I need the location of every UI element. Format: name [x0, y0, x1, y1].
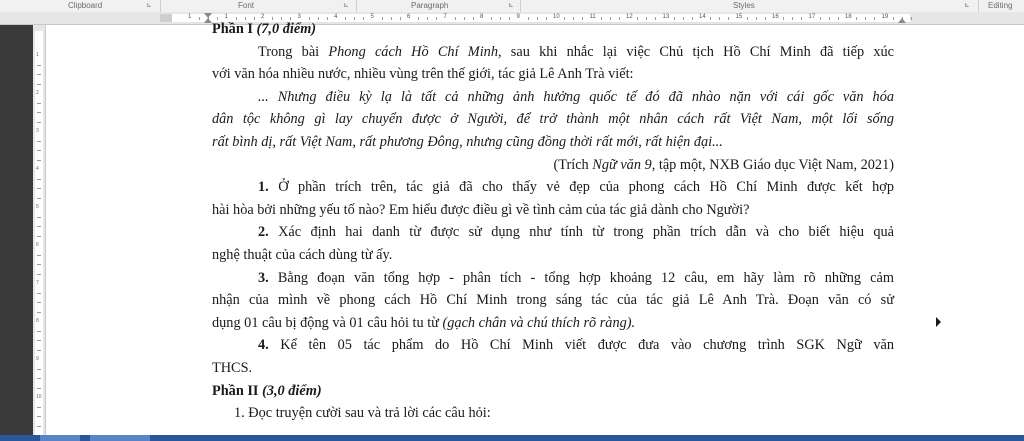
- ruler-left-margin: [160, 14, 172, 22]
- ruler-tick: [199, 17, 200, 20]
- ruler-number: 13: [662, 14, 670, 20]
- ribbon-group-font: Font: [238, 1, 255, 10]
- quote-line-3: rất bình dị, rất Việt Nam, rất phương Đông, nhưng cũng đồng thời rất mới, rất hiện đại...: [212, 133, 723, 150]
- ribbon-group-styles: Styles: [733, 1, 755, 10]
- question-1-number: 1.: [258, 179, 269, 196]
- ruler-number: 5: [370, 14, 374, 20]
- part2-heading-label: Phần II: [212, 382, 259, 399]
- ruler-number: 15: [735, 14, 743, 20]
- vertical-ruler-tick: [37, 188, 41, 189]
- vertical-ruler-number: 2: [36, 90, 39, 96]
- question-1-text: Ở phần trích trên, tác giả đã cho thấy vẻ đẹp của phong cách Hồ Chí Minh được kết hợp: [268, 179, 894, 196]
- vertical-ruler-tick: [37, 65, 41, 66]
- ruler-number: 1: [188, 14, 192, 20]
- intro-text-continued: , sau khi nhắc lại việc Chủ tịch Hồ Chí Minh đã tiếp xúc: [497, 43, 894, 60]
- question-3-number: 3.: [258, 269, 269, 286]
- ruler-number: 12: [626, 14, 633, 20]
- question-1-line-1: [212, 176, 894, 199]
- intro-work-title: Phong cách Hồ Chí Minh: [328, 43, 498, 60]
- question-2-line-2: nghệ thuật của cách dùng từ ấy.: [212, 246, 393, 263]
- ribbon-group-clipboard: Clipboard: [68, 1, 103, 10]
- question-1-line-2: hài hòa bởi những yếu tố nào? Em hiểu được điều gì về tình cảm của tác giả dành cho Người?: [212, 201, 750, 218]
- ruler-number: 4: [334, 14, 338, 20]
- vertical-ruler-tick: [37, 179, 41, 180]
- part2-heading-score: (3,0 điểm): [262, 382, 322, 399]
- vertical-ruler-tick: [37, 198, 41, 199]
- vertical-ruler-tick: [37, 103, 41, 104]
- status-bar: [0, 435, 1024, 441]
- vertical-ruler-tick: [37, 302, 41, 303]
- question-3-text-end: dụng 01 câu bị động và 01 câu hỏi tu từ: [212, 314, 443, 331]
- ruler-number: 11: [589, 14, 596, 20]
- right-indent-marker[interactable]: [898, 18, 906, 23]
- vertical-ruler-tick: [37, 331, 41, 332]
- question-4-text: Kể tên 05 tác phẩm do Hồ Chí Minh viết được đưa vào chương trình SGK Ngữ văn: [268, 337, 894, 354]
- vertical-ruler-tick: [37, 378, 41, 379]
- ribbon-group-editing: Editing: [988, 1, 1013, 10]
- citation-book: Ngữ văn 9: [592, 156, 652, 173]
- question-4-line-1: [212, 334, 894, 357]
- vertical-ruler-tick: [37, 293, 41, 294]
- vertical-ruler-tick: [37, 160, 41, 161]
- styles-launcher-icon[interactable]: ⊾: [964, 2, 970, 9]
- ruler-number: 19: [881, 14, 889, 20]
- part2-heading: [212, 380, 894, 403]
- vertical-ruler-tick: [37, 264, 41, 265]
- ruler-number: 18: [845, 14, 852, 20]
- ruler-number: 16: [772, 14, 779, 20]
- vertical-ruler-tick: [37, 122, 41, 123]
- status-page-info[interactable]: [40, 435, 80, 441]
- mouse-pointer-icon: [936, 317, 941, 327]
- status-word-count[interactable]: [90, 435, 150, 441]
- ruler-number: 9: [516, 14, 520, 20]
- question-2-number: 2.: [258, 224, 269, 241]
- part1-heading-score: (7,0 điểm): [256, 21, 317, 37]
- vertical-ruler-number: 7: [36, 280, 39, 286]
- quote-line-2: dân tộc không gì lay chuyển được ở Người, để trở thành một nhân cách rất Việt Nam, một lối sống: [212, 111, 894, 128]
- question-3-line-1: [212, 267, 894, 290]
- ribbon-separator: [356, 0, 357, 12]
- vertical-ruler-tick: [37, 340, 41, 341]
- paragraph-launcher-icon[interactable]: ⊾: [508, 2, 514, 9]
- vertical-ruler-number: 8: [36, 318, 39, 324]
- vertical-ruler-number: 1: [36, 52, 39, 58]
- ribbon-separator: [520, 0, 521, 12]
- vertical-ruler-tick: [37, 236, 41, 237]
- intro-text: Trong bài: [258, 43, 329, 60]
- vertical-ruler-tick: [37, 274, 41, 275]
- ruler-number: 7: [443, 14, 447, 20]
- question-3-line-3: [212, 312, 894, 335]
- ruler-number: 2: [261, 14, 265, 20]
- citation: [212, 154, 894, 177]
- document-page[interactable]: [46, 21, 1024, 435]
- ribbon-separator: [978, 0, 979, 12]
- vertical-ruler-number: 3: [36, 128, 39, 134]
- question-3-text: Bằng đoạn văn tổng hợp - phân tích - tổng hợp khoảng 12 câu, em hãy làm rõ những cảm: [268, 269, 894, 286]
- font-launcher-icon[interactable]: ⊾: [343, 2, 349, 9]
- ruler-number: 8: [480, 14, 484, 20]
- ruler-number: 6: [407, 14, 411, 20]
- question-3-line-2: nhận của mình về phong cách Hồ Chí Minh trong sáng tác của tác giả Lê Anh Trà. Đoạn văn có sử: [212, 292, 894, 309]
- document-body[interactable]: [212, 21, 894, 425]
- vertical-ruler-number: 10: [36, 394, 42, 400]
- ruler-number: 1: [224, 14, 228, 20]
- vertical-ruler-tick: [37, 150, 41, 151]
- ruler-tick: [911, 17, 912, 20]
- intro-paragraph-line-2: với văn hóa nhiều nước, nhiều vùng trên thế giới, tác giả Lê Anh Trà viết:: [212, 66, 634, 83]
- question-4-line-2: THCS.: [212, 359, 253, 376]
- vertical-ruler-tick: [37, 426, 41, 427]
- question-2-line-1: [212, 221, 894, 244]
- vertical-ruler-tick: [37, 350, 41, 351]
- ruler-number: 17: [808, 14, 816, 20]
- vertical-ruler-tick: [37, 369, 41, 370]
- vertical-ruler-tick: [37, 388, 41, 389]
- part2-question-1: 1. Đọc truyện cười sau và trả lời các câu hỏi:: [234, 405, 491, 422]
- ruler-number: 14: [699, 14, 706, 20]
- question-4-number: 4.: [258, 337, 269, 354]
- hanging-indent-marker[interactable]: [204, 18, 212, 23]
- vertical-ruler[interactable]: [33, 25, 46, 435]
- ruler-number: 3: [297, 14, 301, 20]
- vertical-ruler-number: 9: [36, 356, 39, 362]
- vertical-ruler-tick: [37, 84, 41, 85]
- question-2-text: Xác định hai danh từ được sử dụng như tính từ trong phần trích dẫn và cho biết hiệu quả: [268, 224, 894, 241]
- ribbon-separator: [160, 0, 161, 12]
- vertical-ruler-tick: [37, 312, 41, 313]
- vertical-ruler-tick: [37, 416, 41, 417]
- vertical-ruler-tick: [37, 226, 41, 227]
- part1-heading-label: Phần I: [212, 21, 253, 37]
- vertical-ruler-number: 4: [36, 166, 39, 172]
- vertical-ruler-tick: [37, 141, 41, 142]
- vertical-ruler-tick: [37, 255, 41, 256]
- ruler-number: 10: [553, 14, 560, 20]
- clipboard-launcher-icon[interactable]: ⊾: [146, 2, 152, 9]
- vertical-ruler-tick: [37, 74, 41, 75]
- vertical-ruler-tick: [37, 407, 41, 408]
- vertical-ruler-tick: [37, 217, 41, 218]
- ribbon-group-paragraph: Paragraph: [411, 1, 449, 10]
- vertical-ruler-number: 6: [36, 242, 39, 248]
- citation-suffix: , tập một, NXB Giáo dục Việt Nam, 2021): [651, 156, 894, 173]
- intro-paragraph-line-1: [212, 41, 894, 64]
- citation-prefix: (Trích: [553, 156, 593, 173]
- vertical-ruler-number: 5: [36, 204, 39, 210]
- left-dark-margin: [0, 12, 33, 435]
- vertical-ruler-tick: [37, 112, 41, 113]
- question-3-note: (gạch chân và chú thích rõ ràng).: [442, 314, 636, 331]
- quote-line-1: ... Nhưng điều kỳ lạ là tất cả những ảnh hưởng quốc tế đó đã nhào nặn với cái gốc văn hóa: [258, 88, 894, 105]
- part1-heading: [212, 18, 894, 41]
